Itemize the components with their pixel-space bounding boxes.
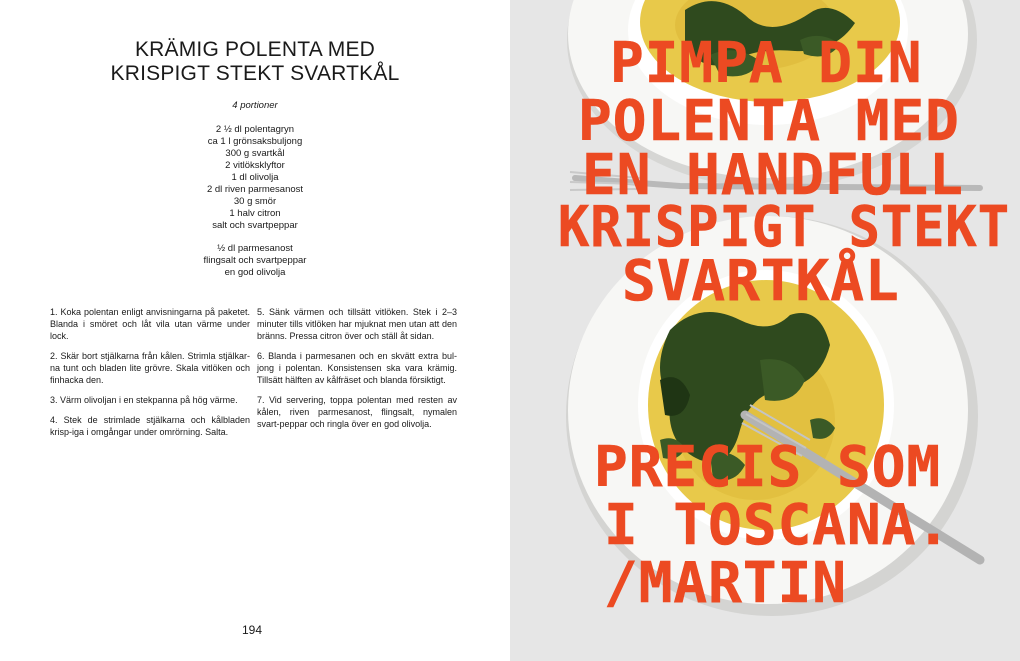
recipe-title — [60, 38, 450, 86]
serving-ingredient-item: en god olivolja — [224, 267, 286, 278]
method-step: 6. Blanda i parmesanen och en skvätt extra bul-jong i polentan. Konsistensen ska vara krämig. Tillsätt hälften av kålfräset och blanda försiktigt. — [257, 351, 457, 385]
ingredient-item: 1 dl olivolja — [231, 172, 279, 183]
ingredient-item: 2 ½ dl polentagryn — [215, 124, 295, 135]
page-number: 194 — [241, 623, 263, 637]
note-line: EN HANDFULL — [582, 143, 964, 208]
handwritten-note — [510, 0, 1020, 661]
serving-ingredient-list — [60, 243, 450, 279]
ingredient-item: salt och svartpeppar — [212, 220, 298, 231]
note-line: I TOSCANA. — [604, 493, 952, 558]
note-line: SVARTKÅL — [622, 249, 900, 314]
note-line: /MARTIN — [604, 551, 848, 616]
method-step: 3. Värm olivoljan i en stekpanna på hög värme. — [50, 395, 238, 405]
serving-ingredient-item: ½ dl parmesanost — [217, 243, 293, 254]
method-step: 5. Sänk värmen och tillsätt vitlöken. Stek i 2–3 minuter tills vitlöken har mjuknat men utan att den bränns. Pressa citron över och ställ åt sidan. — [257, 307, 457, 341]
portions-label: 4 portioner — [232, 100, 278, 111]
note-line: PIMPA DIN — [610, 31, 923, 96]
note-line: KRISPIGT STEKT — [558, 195, 1010, 260]
serving-ingredient-item: flingsalt och svartpeppar — [203, 255, 307, 266]
method-step: 2. Skär bort stjälkarna från kålen. Strimla stjälkar-na tunt och bladen lite grövre. Skala vitlöken och finhacka den. — [50, 351, 250, 385]
method-step: 4. Stek de strimlade stjälkarna och kålbladen krisp-iga i omgångar under omrörning. Salta. — [50, 415, 250, 437]
note-line: PRECIS SOM — [594, 435, 942, 500]
ingredient-item: ca 1 l grönsaksbuljong — [207, 136, 303, 147]
method-step: 7. Vid servering, toppa polentan med resten av kålen, riven parmesanost, flingsalt, nymalen svart-peppar och ringla över en god olivolja. — [257, 395, 457, 429]
ingredient-item: 2 vitlöksklyftor — [225, 160, 285, 171]
ingredient-item: 1 halv citron — [229, 208, 281, 219]
ingredient-list — [60, 124, 450, 232]
recipe-title-line-1: KRÄMIG POLENTA MED — [134, 38, 376, 61]
ingredient-item: 300 g svartkål — [225, 148, 285, 159]
recipe-title-line-2: KRISPIGT STEKT SVARTKÅL — [110, 62, 400, 85]
note-line: POLENTA MED — [578, 89, 960, 154]
method-column-right — [257, 306, 457, 438]
method-column-left — [50, 306, 250, 446]
ingredient-item: 2 dl riven parmesanost — [206, 184, 304, 195]
right-page — [510, 0, 1020, 661]
ingredient-item: 30 g smör — [233, 196, 277, 207]
method-step: 1. Koka polentan enligt anvisningarna på paketet. Blanda i smöret och låt vila utan värme under lock. — [50, 307, 250, 341]
